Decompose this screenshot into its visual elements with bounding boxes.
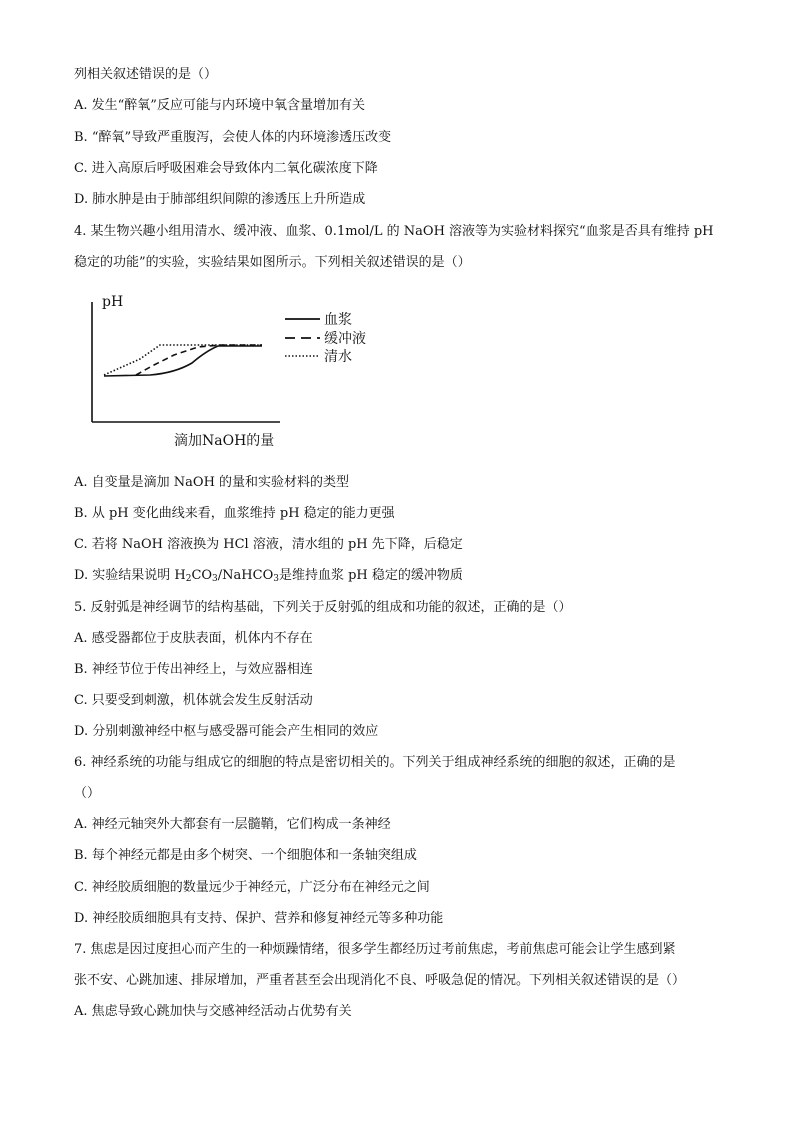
line-11-sub-d: 3 [212, 574, 218, 584]
line-3: B. “醉氧”导致严重腹泻，会使人体的内环境渗透压改变 [74, 130, 392, 145]
line-24: 张不安、心跳加速、排尿增加，严重者甚至会出现消化不良、呼吸急促的情况。下列相关叙述错误的是（） [74, 973, 686, 988]
line-11-part-c: CO [191, 568, 213, 583]
curve-water [104, 345, 262, 375]
line-11-sub-a: 2 [185, 574, 192, 584]
line-11 [74, 567, 734, 585]
curve-plasma [104, 346, 262, 376]
line-19: A. 神经元轴突外大都套有一层髓鞘，它们构成一条神经 [74, 817, 391, 832]
y-axis-label: pH [102, 294, 124, 310]
line-20: B. 每个神经元都是由多个树突、一个细胞体和一条轴突组成 [74, 848, 417, 863]
legend-water-label: 清水 [324, 349, 352, 365]
x-axis-label: 滴加NaOH的量 [174, 433, 275, 449]
line-1: 列相关叙述错误的是（） [74, 67, 218, 82]
line-14: B. 神经节位于传出神经上，与效应器相连 [74, 662, 313, 677]
line-10: C. 若将 NaOH 溶液换为 HCl 溶液，清水组的 pH 先下降，后稳定 [74, 537, 463, 552]
line-4: C. 进入高原后呼吸困难会导致体内二氧化碳浓度下降 [74, 161, 378, 176]
line-7: 稳定的功能”的实验，实验结果如图所示。下列相关叙述错误的是（） [74, 255, 471, 270]
line-22: D. 神经胶质细胞具有支持、保护、营养和修复神经元等多种功能 [74, 911, 444, 926]
line-11-part-e: /NaHCO [217, 568, 274, 583]
line-13: A. 感受器都位于皮肤表面，机体内不存在 [74, 631, 313, 646]
line-16: D. 分别刺激神经中枢与感受器可能会产生相同的效应 [74, 724, 379, 739]
ph-figure [80, 288, 380, 454]
line-23: 7. 焦虑是因过度担心而产生的一种烦躁情绪，很多学生都经历过考前焦虑，考前焦虑可能会让学生感到紧 [74, 942, 676, 957]
line-9: B. 从 pH 变化曲线来看，血浆维持 pH 稳定的能力更强 [74, 506, 395, 521]
line-21: C. 神经胶质细胞的数量远少于神经元，广泛分布在神经元之间 [74, 880, 430, 895]
line-17: 6. 神经系统的功能与组成它的细胞的特点是密切相关的。下列关于组成神经系统的细胞的叙述，正确的是 [74, 755, 676, 770]
line-6: 4. 某生物兴趣小组用清水、缓冲液、血浆、0.1mol/L 的 NaOH 溶液等为实验材料探究“血浆是否具有维持 pH [74, 224, 714, 239]
line-2: A. 发生“醉氧”反应可能与内环境中氧含量增加有关 [74, 98, 365, 113]
line-25: A. 焦虑导致心跳加快与交感神经活动占优势有关 [74, 1004, 352, 1019]
line-15: C. 只要受到刺激，机体就会发生反射活动 [74, 693, 313, 708]
line-8: A. 自变量是滴加 NaOH 的量和实验材料的类型 [74, 475, 350, 490]
legend-buffer-label: 缓冲液 [324, 331, 366, 347]
line-18: （） [74, 786, 101, 801]
line-11-sub-f: 3 [273, 574, 279, 584]
line-11-part-g: 是维持血浆 pH 稳定的缓冲物质 [278, 568, 463, 583]
line-12: 5. 反射弧是神经调节的结构基础，下列关于反射弧的组成和功能的叙述，正确的是（） [74, 600, 572, 615]
legend-plasma-label: 血浆 [324, 312, 352, 328]
line-5: D. 肺水肿是由于肺部组织间隙的渗透压上升所造成 [74, 192, 366, 207]
line-11-part-a: D. 实验结果说明 H [74, 568, 186, 583]
